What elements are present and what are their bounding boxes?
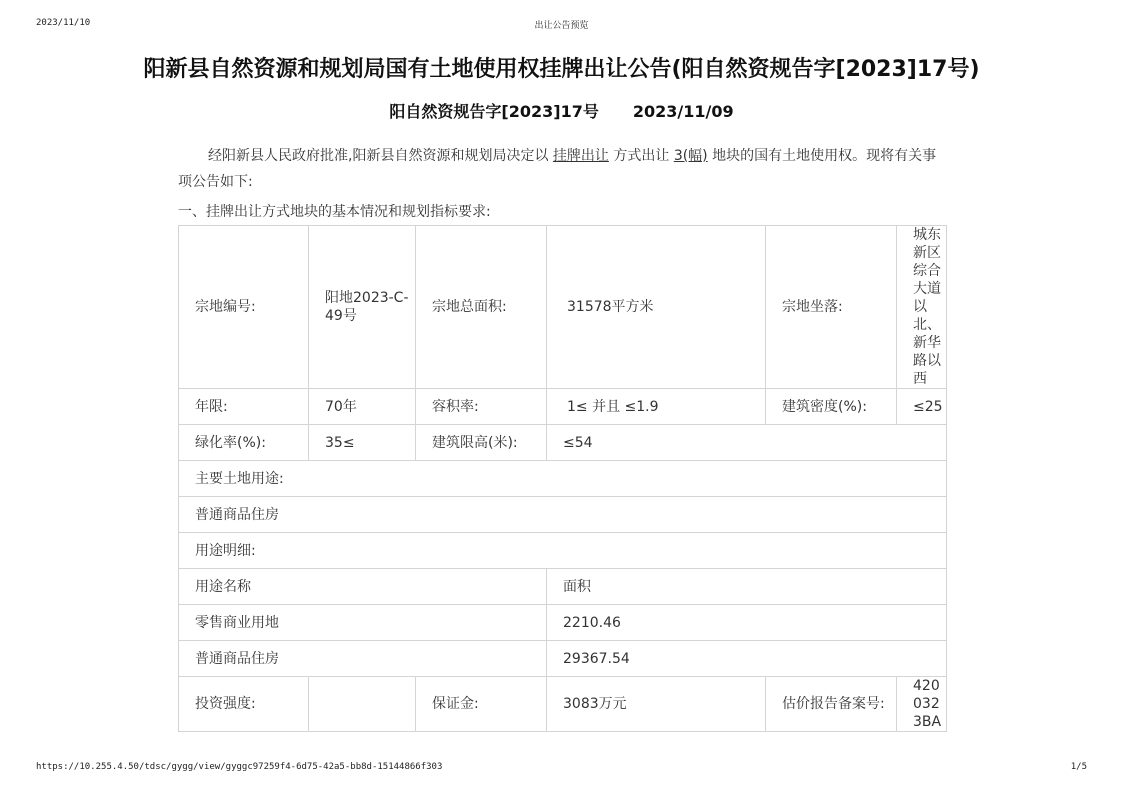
table-row: [179, 677, 947, 732]
announcement-title: 阳新县自然资源和规划局国有土地使用权挂牌出让公告(阳自然资规告字[2023]17号): [143, 57, 980, 82]
intro-paragraph: [178, 143, 938, 195]
table-row: [179, 605, 947, 641]
table-row: [179, 461, 947, 497]
print-url: https://10.255.4.50/tdsc/gygg/view/gyggc97259f4-6d75-42a5-bb8d-15144866f303: [36, 762, 443, 772]
use-name-header: 用途名称: [179, 569, 547, 605]
table-row: [179, 641, 947, 677]
invest-label: 投资强度:: [179, 677, 309, 732]
announcement-date: 2023/11/09: [632, 102, 734, 121]
table-row: [179, 226, 947, 389]
deposit-label: 保证金:: [416, 677, 547, 732]
far-value: 1≤ 并且 ≤1.9: [547, 389, 766, 425]
table-row: [179, 497, 947, 533]
use-detail-label: 用途明细:: [179, 533, 947, 569]
intro-middle: 方式出让: [613, 148, 670, 164]
far-label: 容积率:: [416, 389, 547, 425]
parcel-location-label: 宗地坐落:: [766, 226, 897, 389]
intro-prefix: 经阳新县人民政府批准,阳新县自然资源和规划局决定以: [208, 148, 549, 164]
main-use-value: 普通商品住房: [179, 497, 947, 533]
term-label: 年限:: [179, 389, 309, 425]
use-area: 2210.46: [547, 605, 947, 641]
green-value: 35≤: [309, 425, 416, 461]
print-header-title: 出让公告预览: [534, 21, 589, 31]
parcel-location-value: 城东新区综合大道以北、新华路以西: [897, 226, 947, 389]
parcel-count: 3(幅): [673, 148, 708, 164]
use-area: 29367.54: [547, 641, 947, 677]
main-use-label: 主要土地用途:: [179, 461, 947, 497]
table-row: [179, 569, 947, 605]
table-row: [179, 425, 947, 461]
use-name: 零售商业用地: [179, 605, 547, 641]
parcel-id-value: 阳地2023-C-49号: [309, 226, 416, 389]
density-label: 建筑密度(%):: [766, 389, 897, 425]
density-value: ≤25: [897, 389, 947, 425]
appraisal-label: 估价报告备案号:: [766, 677, 897, 732]
announcement-number: 阳自然资规告字[2023]17号: [389, 102, 599, 121]
use-name: 普通商品住房: [179, 641, 547, 677]
height-value: ≤54: [547, 425, 947, 461]
page-number: 1/5: [1070, 762, 1087, 772]
invest-value: [309, 677, 416, 732]
deposit-value: 3083万元: [547, 677, 766, 732]
use-area-header: 面积: [547, 569, 947, 605]
height-label: 建筑限高(米):: [416, 425, 547, 461]
parcel-table: [178, 225, 947, 732]
announcement-subtitle: [0, 99, 1123, 122]
table-row: [179, 533, 947, 569]
transfer-method: 挂牌出让: [552, 148, 609, 164]
intro-suffix: 地块的国有土地使用权。现将有关事项公告如下:: [178, 148, 937, 190]
appraisal-value: 4200323BA: [897, 677, 947, 732]
section-heading: 一、挂牌出让方式地块的基本情况和规划指标要求:: [178, 204, 491, 220]
parcel-area-label: 宗地总面积:: [416, 226, 547, 389]
parcel-area-value: 31578平方米: [547, 226, 766, 389]
table-row: [179, 389, 947, 425]
term-value: 70年: [309, 389, 416, 425]
parcel-id-label: 宗地编号:: [179, 226, 309, 389]
green-label: 绿化率(%):: [179, 425, 309, 461]
print-date: 2023/11/10: [36, 18, 91, 28]
